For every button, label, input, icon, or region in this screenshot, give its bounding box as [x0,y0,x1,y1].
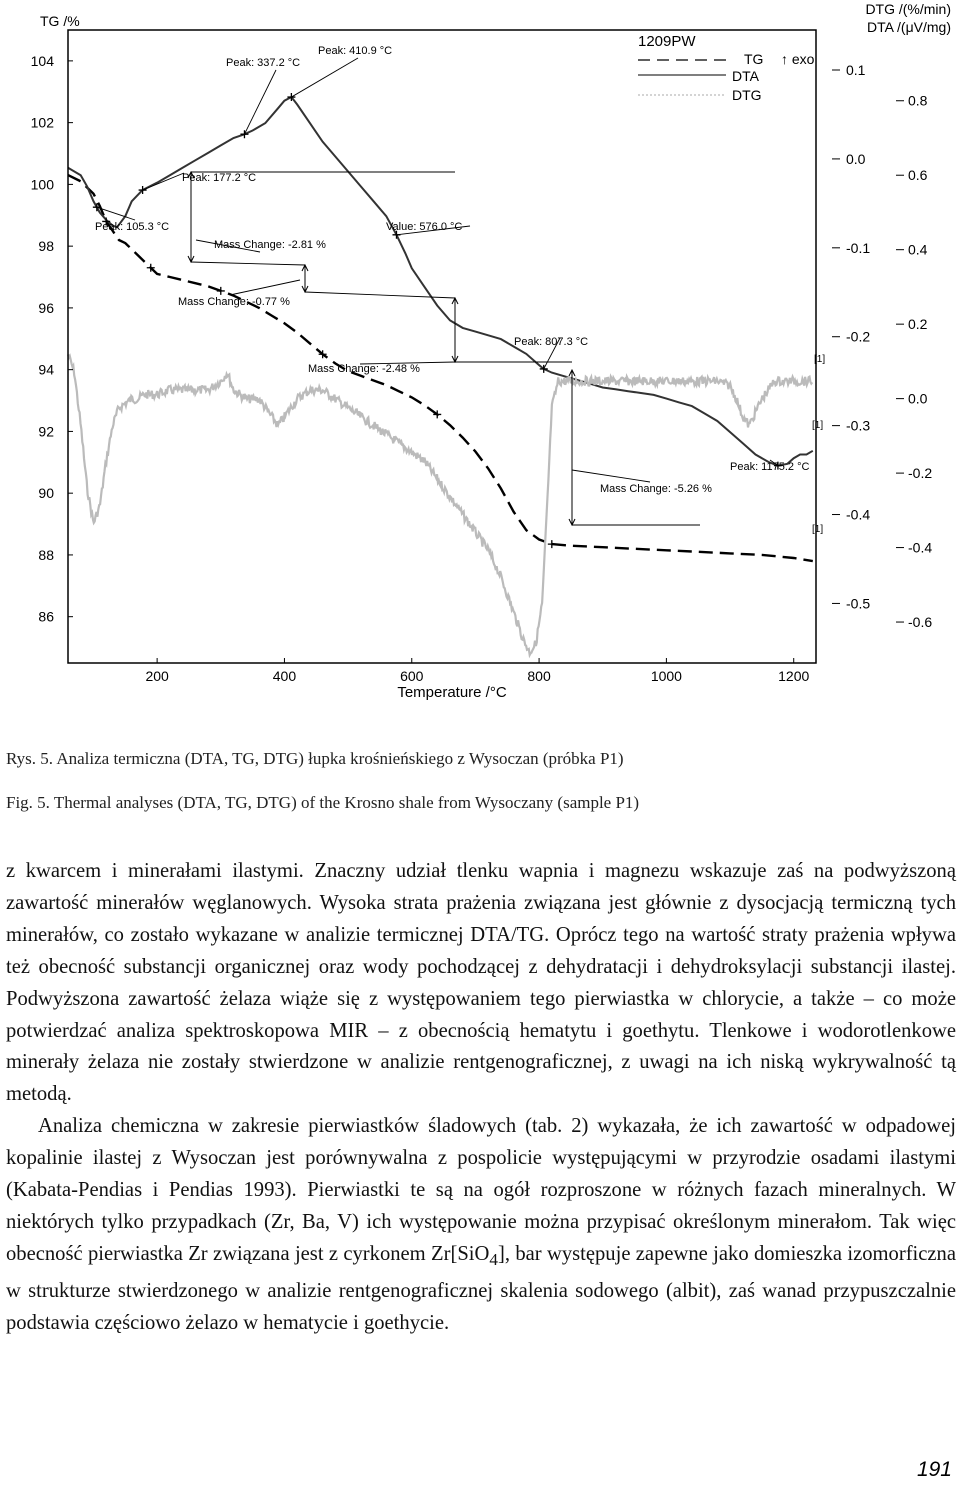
legend-dtg-label: DTG [732,87,762,103]
figure-caption-polish: Rys. 5. Analiza termiczna (DTA, TG, DTG) łupka krośnieńskiego z Wysoczan (próbka P1) [6,749,624,768]
x-tick-label: 600 [400,668,424,684]
annotation-layer [93,45,826,548]
tg-tick-label: 92 [38,423,54,440]
tg-tick-label: 86 [38,608,54,625]
annotation-label: Mass Change: -2.81 % [214,239,326,251]
x-tick-label: 1200 [778,668,810,684]
dta-tick-label: -0.6 [908,614,933,631]
paragraph-1: z kwarcem i minerałami ilastymi. Znaczny udział tlenku wapnia i magnezu wskazuje zaś na podwyższoną zawartość minerałów węglanowych. Wysoka strata prażenia związana jest głównie z dysocjacją termiczną tych minerałów, co zostało wykazane w analizie termicznej DTA/TG. Oprócz tego na wartość straty prażenia wpływa też obecność substancji organicznej oraz wody pochodzącej z dehydratacji i dehydroksylacji substancji ilastej. Podwyższona zawartość żelaza wiąże się z występowaniem tego pierwiastka w chlorycie, a także – co może potwierdzać analiza spektroskopowa MIR – z obecnością hematytu i goethytu. Tlenkowe i wodorotlenkowe minerały żelaza nie zostały stwierdzone w analizie rentgenograficznej, z uwagi na ich niską wykrywalność tą metodą. [6,860,956,1106]
x-axis-label: Temperature /°C [397,684,507,701]
annotation-label: Mass Change: -2.48 % [308,363,420,375]
tg-axis-label: TG /% [40,13,80,29]
bracket-guide [191,262,305,265]
annotation-label: Peak: 807.3 °C [514,336,589,348]
plot-frame [68,30,816,663]
dtg-tick-label: -0.1 [846,239,871,256]
curve-id-label: [1] [812,420,824,431]
body-text [6,856,956,1340]
formula-subscript: 4 [489,1249,498,1269]
x-tick-label: 800 [527,668,551,684]
annotation-leader [291,58,358,97]
dta-tick-label: -0.2 [908,465,933,482]
annotation-label: Peak: 105.3 °C [95,221,170,233]
figure-caption-english: Fig. 5. Thermal analyses (DTA, TG, DTG) of the Krosno shale from Wysoczany (sample P1) [6,793,640,812]
dtg-tick-label: 0.0 [846,150,866,167]
dtg-axis-label: DTG /(%/min) [865,1,951,17]
dtg-tick-label: -0.4 [846,506,871,523]
page-number: 191 [916,1458,952,1481]
x-tick-label: 200 [145,668,169,684]
paragraph-2-part-2: ], bar występuje zapewne jako domieszka izomorficzna w strukturze stwierdzonego w analizie rentgenograficznej skalenia sodowego (albit), zaś wanad przypuszczalnie podstawia częściowo żelazo w hematycie i goethycie. [6,1242,956,1334]
annotation-label: Mass Change: -5.26 % [600,483,712,495]
tg-tick-label: 104 [30,52,54,69]
tg-tick-label: 100 [30,176,54,193]
tg-tick-label: 98 [38,238,54,255]
x-tick-label: 1000 [650,668,682,684]
annotation-leader [244,70,276,134]
curve-id-label: [1] [812,524,824,535]
legend [638,51,815,103]
exo-indicator: ↑ exo [781,51,815,67]
dta-tick-label: -0.4 [908,539,933,556]
dtg-tick-label: 0.1 [846,62,866,79]
tg-tick-label: 88 [38,546,54,563]
annotation-leader [143,173,184,190]
paragraph-2 [6,1111,956,1339]
annotation-leader [230,280,300,295]
dta-tick-label: 0.4 [908,241,928,258]
thermal-analysis-chart [0,0,960,712]
x-tick-label: 400 [272,668,297,684]
dtg-tick-label: -0.3 [846,417,871,434]
mass-marker [217,287,225,295]
curve-id-label: [1] [814,354,826,365]
annotation-label: Peak: 410.9 °C [318,45,393,57]
dtg-tick-label: -0.5 [846,595,871,612]
series-layer [68,97,813,655]
annotation-label: Peak: 337.2 °C [226,57,301,69]
annotation-label: Peak: 177.2 °C [182,172,257,184]
dta-axis-label: DTA /(μV/mg) [866,19,951,35]
annotation-label: Peak: 1175.2 °C [730,461,810,473]
legend-tg-label: TG [744,51,764,67]
tg-tick-label: 90 [38,485,54,502]
annotation-leader [572,470,650,482]
dtg-series-line [68,354,812,655]
dta-tick-label: 0.6 [908,167,928,184]
bracket-guide [305,292,455,298]
dtg-tick-label: -0.2 [846,328,871,345]
tg-tick-label: 94 [38,361,54,378]
dta-tick-label: 0.0 [908,390,928,407]
dta-tick-label: 0.8 [908,92,928,109]
legend-dta-label: DTA [732,68,759,84]
paragraph-2-part-1: Analiza chemiczna w zakresie pierwiastków śladowych (tab. 2) wykazała, że ich zawartość w odpadowej kopalinie ilastej z Wysoczan jest porównywalna z pospolicie występującymi w przyrodzie osadami ilastymi (Kabata-Pendias i Pendias 1993). Pierwiastki te są na ogół rozproszone w różnych fazach mineralnych. W niektórych tylko przypadkach (Zr, Ba, V) ich występowanie można przypisać określonym minerałom. Tak więc obecność pierwiastka Zr związana jest z cyrkonem Zr[SiO [6,1115,956,1265]
dta-series-line [68,97,813,466]
mass-marker [548,540,556,548]
axis-layer [31,53,933,684]
chart-title: 1209PW [638,33,696,50]
annotation-label: Mass Change: -0.77 % [178,296,290,308]
tg-tick-label: 96 [38,299,54,316]
tg-tick-label: 102 [30,114,54,131]
tg-series-line [68,175,813,561]
annotation-label: Value: 576.0 °C [386,221,463,233]
dta-tick-label: 0.2 [908,316,928,333]
